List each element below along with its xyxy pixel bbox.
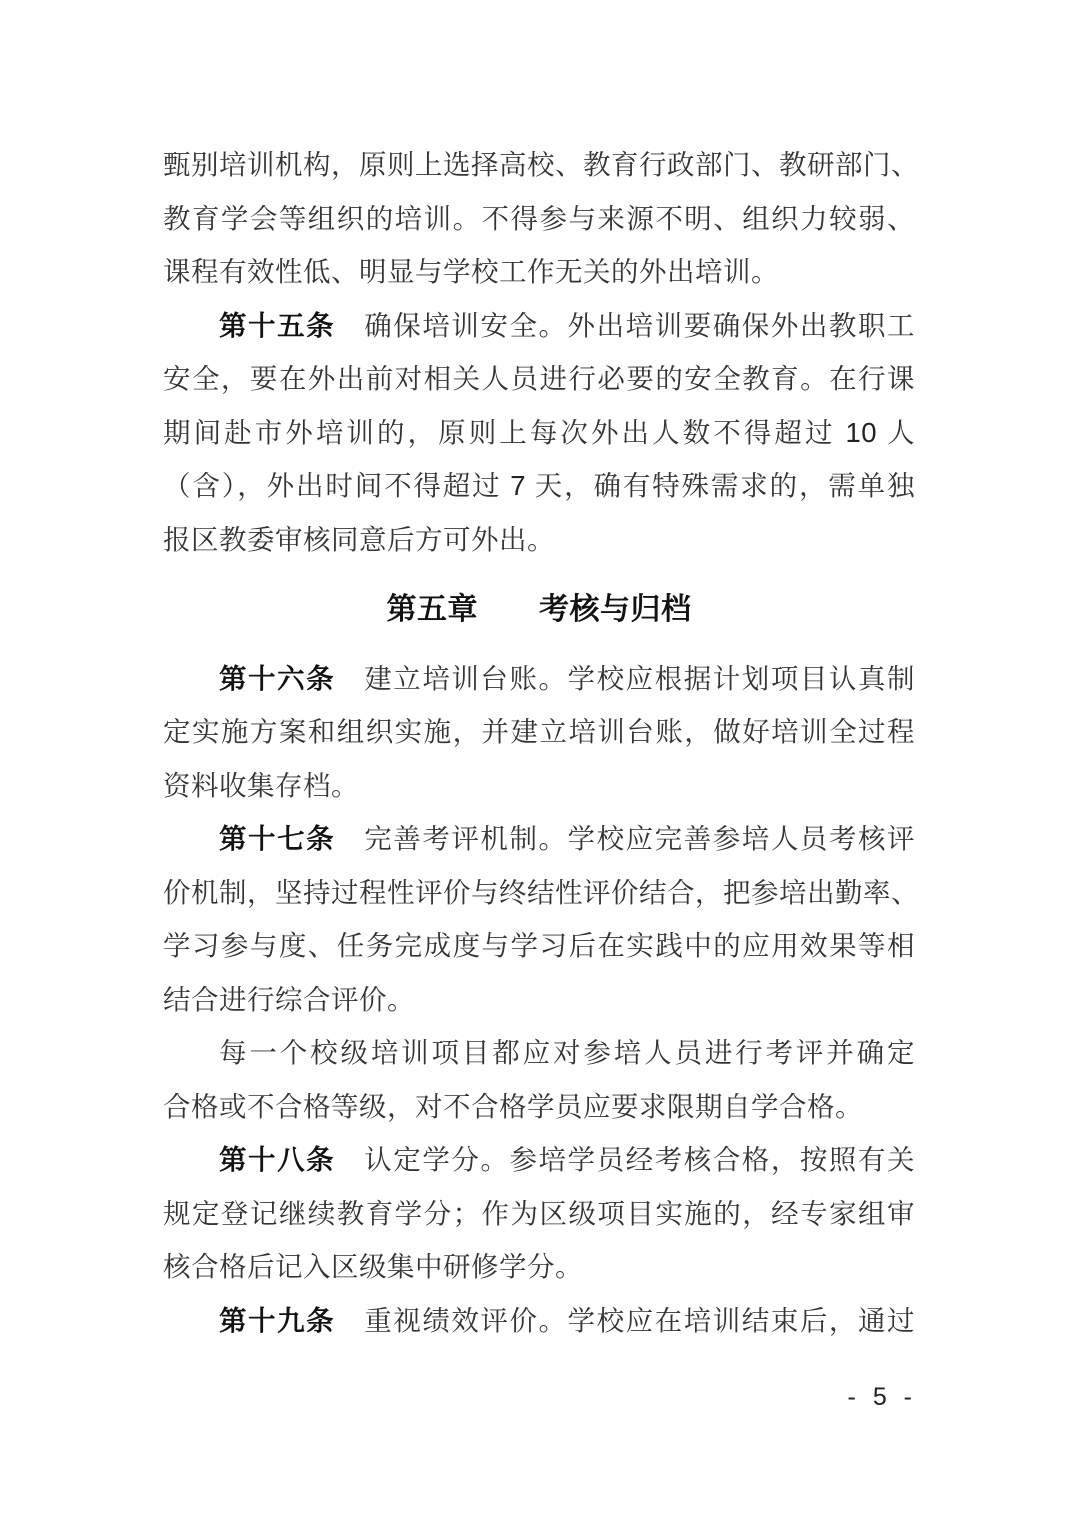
text-segment: （含），外出时间不得超过: [163, 470, 511, 501]
text-segment: 价机制，坚持过程性评价与终结性评价结合，把参培出勤率、: [163, 876, 919, 908]
text-segment: [478, 593, 539, 626]
text-segment: 认定学分。参培学员经考核合格，按照有关: [335, 1144, 916, 1175]
article-number-term: 第十六条: [219, 662, 336, 694]
text-line: [163, 513, 915, 567]
text-segment: 重视绩效评价。学校应在培训结束后，通过: [335, 1304, 916, 1336]
page-number: - 5 -: [847, 1383, 917, 1411]
text-line: [163, 352, 915, 406]
text-segment: 定实施方案和组织实施，并建立培训台账，做好培训全过程: [163, 716, 915, 747]
text-line: [163, 138, 919, 192]
text-segment: 课程有效性低、明显与学校工作无关的外出培训。: [163, 256, 779, 287]
text-line: [163, 705, 915, 759]
text-line: [163, 759, 915, 813]
text-line: [163, 192, 915, 246]
text-segment: 天，确有特殊需求的，需单独: [526, 470, 916, 501]
text-segment: 建立培训台账。学校应根据计划项目认真制: [335, 662, 916, 694]
text-line: [163, 973, 915, 1027]
article-number-term: 第十九条: [219, 1304, 336, 1336]
text-segment: 学习参与度、任务完成度与学习后在实践中的应用效果等相: [163, 930, 915, 961]
text-line: [163, 1133, 915, 1187]
text-line: [163, 1240, 915, 1294]
text-segment: 核合格后记入区级集中研修学分。: [163, 1251, 583, 1282]
text-segment: 合格或不合格等级，对不合格学员应要求限期自学合格。: [163, 1090, 863, 1122]
text-line: [163, 459, 915, 513]
text-line: [163, 299, 915, 353]
text-segment: 规定登记继续教育学分；作为区级项目实施的，经专家组审: [163, 1197, 915, 1229]
article-number-term: 第十八条: [219, 1144, 336, 1175]
text-segment: 确保培训安全。外出培训要确保外出教职工: [335, 309, 916, 341]
text-line: [163, 919, 915, 973]
numeral: 10: [845, 416, 878, 448]
chapter-heading: [163, 583, 915, 637]
text-line: [163, 866, 919, 920]
text-segment: 考核与归档: [539, 593, 692, 626]
article-number-term: 第十七条: [219, 823, 336, 854]
text-line: [163, 1187, 915, 1241]
text-line: [163, 406, 915, 460]
text-line: [163, 245, 915, 299]
text-segment: 甄别培训机构，原则上选择高校、教育行政部门、教研部门、: [163, 149, 919, 180]
text-segment: 结合进行综合评价。: [163, 983, 415, 1015]
text-line: [163, 652, 915, 706]
text-segment: 第五章: [386, 593, 478, 626]
text-segment: 人: [877, 416, 916, 448]
text-line: [163, 1294, 915, 1348]
text-segment: 每一个校级培训项目都应对参培人员进行考评并确定: [219, 1037, 915, 1068]
text-segment: 资料收集存档。: [163, 769, 359, 801]
numeral: 7: [510, 470, 527, 501]
text-segment: 安全，要在外出前对相关人员进行必要的安全教育。在行课: [163, 363, 915, 394]
text-line: [163, 1080, 915, 1134]
text-segment: 完善考评机制。学校应完善参培人员考核评: [335, 823, 916, 854]
text-segment: 报区教委审核同意后方可外出。: [163, 523, 555, 555]
text-line: [163, 812, 915, 866]
text-segment: 教育学会等组织的培训。不得参与来源不明、组织力较弱、: [163, 202, 915, 234]
text-segment: 期间赴市外培训的，原则上每次外出人数不得超过: [163, 416, 846, 448]
document-body: [163, 138, 919, 1347]
text-line: [163, 1026, 915, 1080]
article-number-term: 第十五条: [219, 309, 336, 341]
